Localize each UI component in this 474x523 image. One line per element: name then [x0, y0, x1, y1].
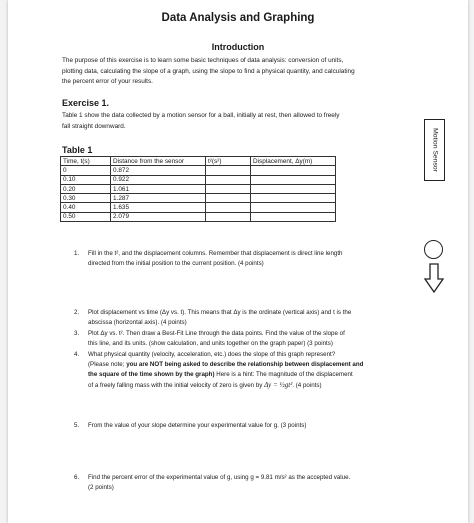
table-cell[interactable] [206, 184, 251, 193]
table-row [61, 203, 336, 212]
hint-text: of a freely falling mass with the initial velocity of zero is given by [88, 382, 265, 389]
table-row [61, 166, 336, 175]
intro-line: plotting data, calculating the slope of a graph, using the slope to find a physical quantity, and calculating [62, 67, 355, 75]
points-text: . (4 points) [292, 382, 322, 389]
motion-sensor-box [424, 119, 445, 181]
table-cell: 1.635 [111, 203, 206, 212]
table-cell[interactable] [206, 166, 251, 175]
question-text [88, 473, 438, 493]
exercise-line: fall straight downward. [62, 122, 126, 130]
column-header: Time, t(s) [61, 157, 111, 166]
table-cell: 0.20 [61, 184, 111, 193]
table-cell[interactable] [251, 194, 336, 203]
formula: Δy = ½gt² [264, 381, 293, 389]
table-cell[interactable] [251, 175, 336, 184]
table-cell: 2.079 [111, 212, 206, 221]
question-text [88, 308, 438, 328]
question-1 [74, 249, 454, 271]
page-title: Data Analysis and Graphing [161, 12, 315, 24]
table-cell[interactable] [206, 194, 251, 203]
question-text [88, 249, 438, 269]
table-cell: 0.872 [111, 166, 206, 175]
question-line: abscissa (horizontal axis). (4 points) [88, 319, 187, 326]
table-cell[interactable] [251, 166, 336, 175]
question-2 [74, 308, 454, 330]
column-header: t²(s²) [206, 157, 251, 166]
table-row [61, 212, 336, 221]
question-line: Plot Δy vs. t². Then draw a Best-Fit Line through the data points. Find the value of the slope of [88, 330, 345, 337]
intro-paragraph [62, 56, 432, 88]
question-number: 4. [74, 351, 80, 358]
question-line [88, 360, 438, 370]
table-cell: 0.10 [61, 175, 111, 184]
table-cell[interactable] [251, 212, 336, 221]
table-row [61, 184, 336, 193]
table-cell: 1.287 [111, 194, 206, 203]
table-row [61, 175, 336, 184]
question-line: From the value of your slope determine your experimental value for g. (3 points) [88, 422, 307, 429]
question-line [88, 380, 438, 391]
question-text [88, 421, 438, 431]
table-cell: 0.922 [111, 175, 206, 184]
question-line [88, 370, 438, 380]
column-header: Displacement, Δy(m) [251, 157, 336, 166]
table-cell[interactable] [206, 203, 251, 212]
table-caption: Table 1 [62, 145, 93, 155]
circle-ball-icon [424, 240, 443, 259]
table-cell: 0.40 [61, 203, 111, 212]
hint-text: Here is a hint: The magnitude of the displacement [214, 371, 353, 378]
table-cell: 0.30 [61, 194, 111, 203]
question-number: 1. [74, 250, 80, 257]
question-line: Fill in the t², and the displacement columns. Remember that displacement is direct line length [88, 250, 343, 257]
question-text [88, 350, 438, 391]
table-cell: 1.061 [111, 184, 206, 193]
question-line: Find the percent error of the experimental value of g, using g = 9.81 m/s² as the accepted value. [88, 474, 351, 481]
table-header-row [61, 157, 336, 166]
table-cell[interactable] [251, 184, 336, 193]
down-arrow-icon [424, 263, 444, 293]
document-page [8, 0, 468, 523]
data-table [60, 156, 336, 222]
table-cell[interactable] [206, 175, 251, 184]
question-number: 5. [74, 422, 80, 429]
note-prefix: (Please note; [88, 361, 127, 368]
question-line: this line, and its units. (show calculation, and units together on the graph paper) (3 points) [88, 340, 333, 347]
column-header: Distance from the sensor [111, 157, 206, 166]
table-cell[interactable] [251, 203, 336, 212]
question-6 [74, 473, 454, 495]
question-text [88, 329, 438, 349]
question-number: 2. [74, 309, 80, 316]
question-line: (2 points) [88, 484, 114, 491]
intro-line: The purpose of this exercise is to learn some basic techniques of data analysis: conversion of units, [62, 57, 344, 64]
note-bold: the square of the time shown by the graph) [88, 371, 215, 378]
motion-sensor-label: Motion Sensor [431, 128, 438, 172]
note-bold: you are NOT being asked to describe the relationship between displacement and [126, 361, 364, 368]
question-line: What physical quantity (velocity, acceleration, etc.) does the slope of this graph represent? [88, 351, 336, 358]
question-line: directed from the initial position to the current position. (4 points) [88, 260, 264, 267]
table-cell: 0 [61, 166, 111, 175]
intro-line: the percent error of your results. [62, 78, 153, 85]
exercise-heading: Exercise 1. [62, 98, 110, 108]
table-cell[interactable] [206, 212, 251, 221]
table-cell: 0.50 [61, 212, 111, 221]
intro-heading: Introduction [211, 42, 265, 52]
question-4 [74, 350, 454, 394]
question-number: 6. [74, 474, 80, 481]
table-row [61, 194, 336, 203]
exercise-line: Table 1 show the data collected by a motion sensor for a ball, initially at rest, then allowed to freely [62, 112, 340, 119]
question-5 [74, 421, 454, 433]
question-line: Plot displacement vs time (Δy vs. t). This means that Δy is the ordinate (vertical axis) and t is the [88, 309, 352, 316]
exercise-paragraph [62, 111, 412, 132]
question-number: 3. [74, 330, 80, 337]
question-3 [74, 329, 454, 351]
